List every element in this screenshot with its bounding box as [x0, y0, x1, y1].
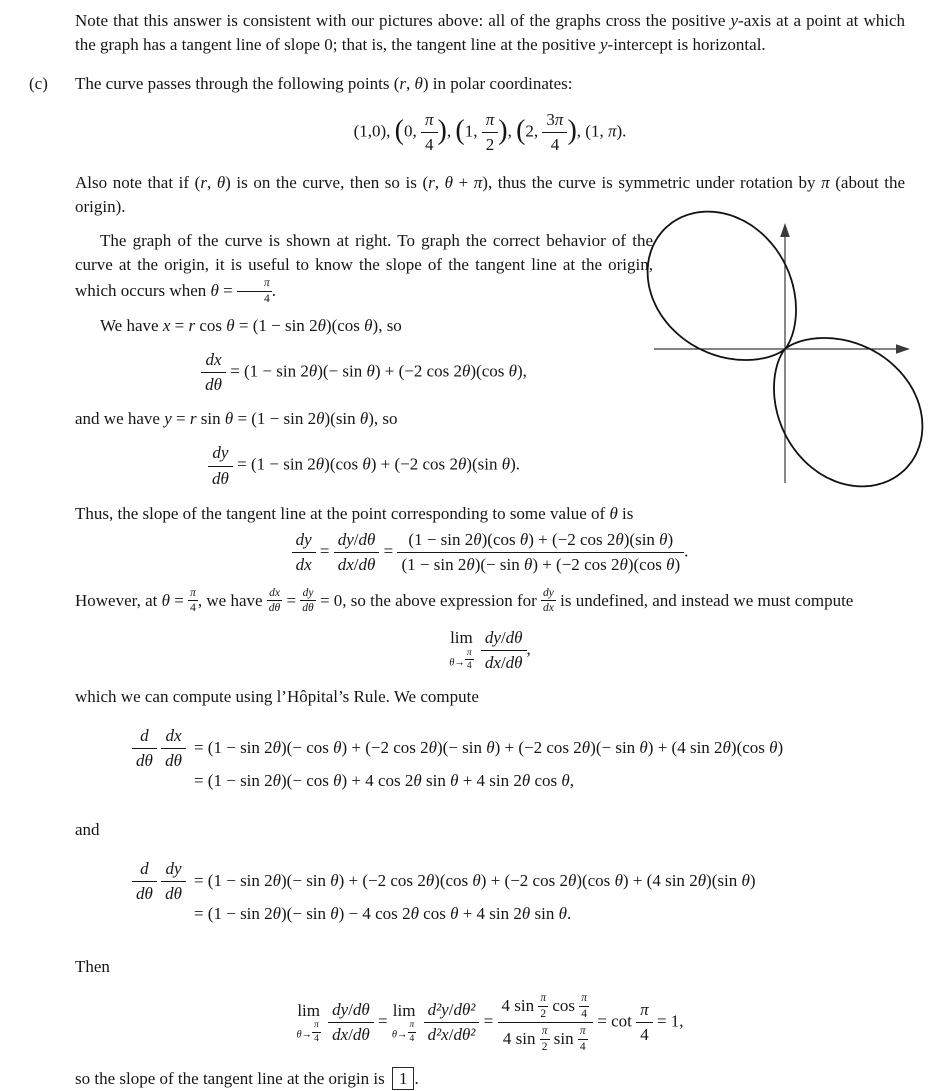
equation-d2x	[132, 725, 905, 802]
paragraph-then: Then	[75, 957, 110, 977]
equation-d2y-line1: = (1 − sin 2θ)(− sin θ) + (−2 cos 2θ)(cos θ) + (−2 cos 2θ)(cos θ) + (4 sin 2θ)(sin θ)	[193, 871, 756, 891]
equation-limit: lim θ→ $\frac{\pi}{4}$ $\frac{dy/d\theta}{dx/d\theta}$ ,	[449, 627, 531, 672]
x-axis-arrow-icon	[896, 344, 910, 354]
y-axis-arrow-icon	[780, 223, 790, 237]
equation-final: lim θ→ $\frac{\pi}{4}$ $\frac{dy/d\theta}{dx/d\theta}$ = lim θ→ $\frac{\pi}{4}$ $\frac{\text{d²y/dθ²}}{\text{d²x/dθ²}}$ = 4 sin $\frac{\pi}{2}$ cos $\frac{\pi}{4}$ 4 sin $\frac{\pi}{2}$ sin $\frac{\pi}{4}$ = cot $\frac{\pi}{4}$ = 1,	[296, 992, 684, 1053]
equation-d2y-line2: = (1 − sin 2θ)(− sin θ) − 4 cos 2θ cos θ + 4 sin 2θ sin θ.	[193, 904, 572, 924]
paragraph-note: Note that this answer is consistent with our pictures above: all of the graphs cross the positive y-axis at a point at which the graph has a tangent line of slope 0; that is, the tangent line at the positive y-intercept is horizontal.	[75, 11, 905, 54]
equation-d2y-rhs	[194, 858, 756, 935]
paragraph-intro: The curve passes through the following points (r, θ) in polar coordinates:	[75, 74, 573, 93]
list-item-c	[29, 72, 905, 96]
equation-slope: $\frac{dy}{dx}$ = $\frac{dy/d\theta}{dx/d\theta}$ = $\frac{\text{(1 − sin 2θ)(cos θ) + (−2 cos 2θ)(sin θ)}}{\text{(1 − sin 2θ)(− sin θ) + (−2 cos 2θ)(cos θ)}}$ .	[75, 529, 905, 576]
equation-dy-dtheta: $\frac{dy}{d\theta}$ = (1 − sin 2θ)(cos θ) + (−2 cos 2θ)(sin θ).	[75, 442, 653, 489]
conclusion-period: .	[414, 1068, 419, 1088]
figure-row	[75, 229, 905, 525]
paragraph-thus: Thus, the slope of the tangent line at the point corresponding to some value of θ is	[75, 503, 634, 523]
equation-d2x-line1: = (1 − sin 2θ)(− cos θ) + (−2 cos 2θ)(− sin θ) + (−2 cos 2θ)(− sin θ) + (4 sin 2θ)(cos θ)	[193, 738, 784, 758]
paragraph-lhopital: which we can compute using l’Hôpital’s Rule. We compute	[75, 687, 479, 707]
paragraph-graph: The graph of the curve is shown at right. To graph the correct behavior of the curve at the origin, it is useful to know the slope of the tangent line at the origin, which occurs when θ = $\frac{\pi}{4}$ .	[75, 231, 653, 305]
paragraph-however: However, at θ = $\frac{\pi}{4}$ , we have $\frac{dx}{d\theta}$ = $\frac{dy}{d\theta}$ = 0, so the above expression for $\frac{dy}{dx}$ is undefined, and instead we must compute	[75, 586, 854, 615]
equation-d2x-lhs: $\frac{d}{d\theta}$ $\frac{dx}{d\theta}$	[132, 725, 186, 802]
equation-d2y	[132, 858, 905, 935]
paragraph-and: and	[75, 820, 100, 840]
conclusion-text: so the slope of the tangent line at the origin is	[75, 1068, 385, 1088]
equation-polar-points: (1,0), (0, $\frac{\pi}{4}$ ), (1, $\frac{\pi}{2}$ ), (2, $\frac{3\pi}{4}$ ), (1, π).	[353, 110, 627, 155]
paragraph-conclusion	[75, 1067, 905, 1091]
equation-d2x-rhs	[194, 725, 783, 802]
equation-dx-dtheta: $\frac{dx}{d\theta}$ = (1 − sin 2θ)(− sin θ) + (−2 cos 2θ)(cos θ),	[75, 349, 653, 396]
paragraph-symmetry: Also note that if (r, θ) is on the curve, then so is (r, θ + π), thus the curve is symmetric under rotation by π (about the origin).	[75, 173, 906, 217]
boxed-answer: 1	[392, 1067, 415, 1090]
equation-d2x-line2: = (1 − sin 2θ)(− cos θ) + 4 cos 2θ sin θ + 4 sin 2θ cos θ,	[193, 771, 575, 791]
polar-curve-figure	[650, 221, 918, 489]
paragraph-y-def: and we have y = r sin θ = (1 − sin 2θ)(sin θ), so	[75, 409, 398, 429]
paragraph-x-def: We have x = r cos θ = (1 − sin 2θ)(cos θ), so	[100, 316, 402, 336]
narrow-text-column	[75, 229, 653, 525]
equation-d2y-lhs: $\frac{d}{d\theta}$ $\frac{dy}{d\theta}$	[132, 858, 186, 935]
item-c-label: (c)	[29, 74, 48, 93]
